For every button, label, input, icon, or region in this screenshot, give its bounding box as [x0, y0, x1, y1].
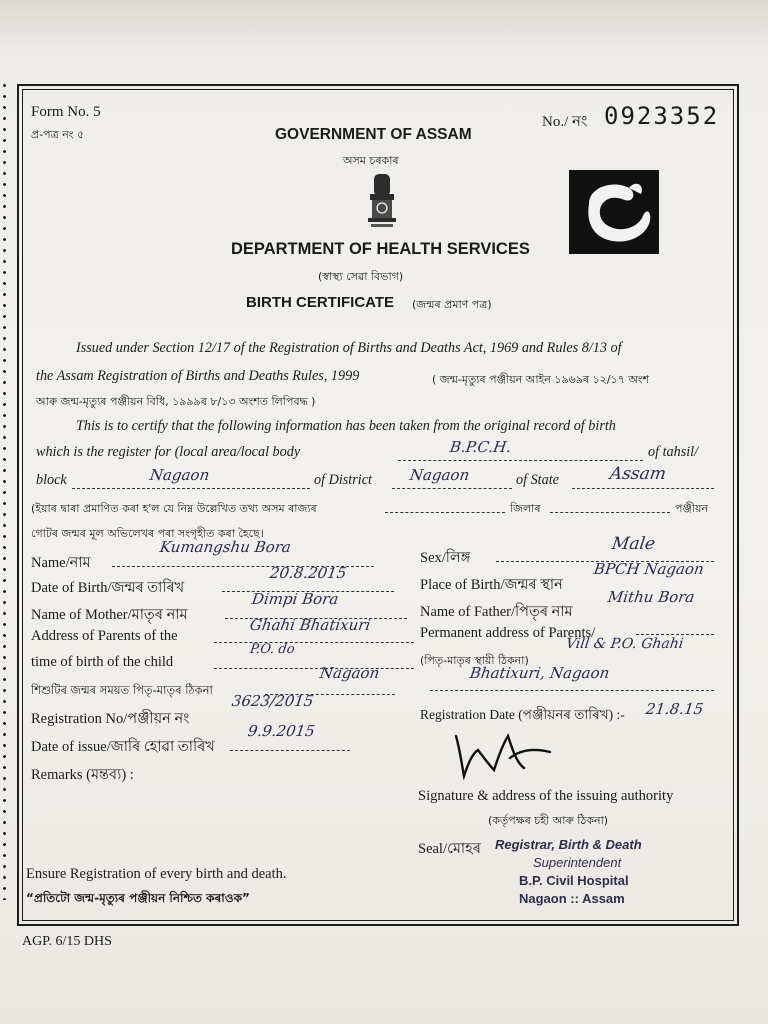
swirl-logo-icon — [569, 170, 659, 254]
certificate-title: BIRTH CERTIFICATE — [246, 294, 395, 311]
permanent-address-2: Bhatixuri, Nagaon — [468, 664, 611, 682]
date-of-birth-label: Date of Birth/জন্মৰ তাৰিখ — [31, 580, 185, 596]
permanent-address-line-2 — [430, 690, 714, 691]
issue-date-label: Date of issue/জাৰি হোৱা তাৰিখ — [31, 739, 215, 755]
district-line — [392, 488, 512, 489]
father-name-label: Name of Father/পিতৃৰ নাম — [420, 604, 573, 620]
permanent-address-1: Vill & P.O. Ghahi — [564, 636, 685, 652]
slogan-bn: “প্ৰতিটো জন্ম-মৃত্যুৰ পঞ্জীয়ন নিশ্চিত কৰাওক” — [26, 891, 250, 905]
signature-label-bn: (কৰ্তৃপক্ষৰ চহী আৰু ঠিকনা) — [488, 814, 609, 827]
block-value: Nagaon — [148, 466, 211, 484]
remarks-label: Remarks (মন্তব্য) : — [31, 767, 134, 783]
health-department-logo — [569, 170, 659, 254]
bengali-certify-line-1: (ইয়াৰ দ্বাৰা প্ৰমাণিত কৰা হ'ল যে নিম্ন উল্লেখিত তথ্য অসম ৰাজ্যৰ — [31, 502, 317, 515]
sex-value: Male — [610, 534, 657, 554]
parents-address-label-2: time of birth of the child — [31, 654, 174, 670]
government-title: GOVERNMENT OF ASSAM — [275, 126, 472, 143]
stamp-line-2: Superintendent — [533, 855, 622, 870]
signature-label: Signature & address of the issuing authority — [418, 788, 674, 804]
state-line — [572, 488, 714, 489]
registration-number-label: Registration No/পঞ্জীয়ন নং — [31, 711, 190, 727]
parents-address-label-bn: শিশুটিৰ জন্মৰ সময়ত পিতৃ-মাতৃৰ ঠিকনা — [31, 683, 213, 697]
perforated-edge — [2, 80, 7, 900]
stamp-line-3: B.P. Civil Hospital — [519, 873, 629, 888]
name-label: Name/নাম — [31, 555, 91, 571]
child-name: Kumangshu Bora — [158, 538, 293, 556]
registrar-stamp — [495, 836, 675, 912]
certificate-number: 0923352 — [604, 102, 720, 130]
place-of-birth: BPCH Nagaon — [592, 560, 706, 578]
government-title-bn: অসম চৰকাৰ — [343, 154, 399, 167]
stamp-line-1: Registrar, Birth & Death — [495, 837, 642, 852]
sex-label: Sex/লিঙ্গ — [420, 550, 471, 566]
bengali-district-line — [385, 512, 505, 513]
registration-date-label: Registration Date (পঞ্জীয়নৰ তাৰিখ) :- — [420, 707, 625, 722]
bengali-registration-label: পঞ্জীয়ন — [675, 502, 709, 515]
parents-address-label-1: Address of Parents of the — [31, 628, 178, 644]
state-label: of State — [516, 472, 559, 488]
authority-signature — [450, 728, 560, 784]
district-value: Nagaon — [408, 466, 471, 484]
stamp-line-4: Nagaon :: Assam — [519, 891, 625, 906]
local-body-line — [398, 460, 643, 461]
mother-name: Dimpi Bora — [250, 590, 340, 608]
registration-number: 3623/2015 — [230, 692, 315, 710]
ashoka-emblem-icon — [365, 172, 399, 230]
preamble-line-2: the Assam Registration of Births and Deaths Rules, 1999 — [36, 368, 360, 384]
parents-address-line-2 — [214, 668, 414, 669]
parents-address-line-1 — [214, 642, 414, 643]
date-of-birth: 20.8.2015 — [268, 564, 348, 582]
form-number-bn: প্ৰ-পত্ৰ নং ৫ — [31, 128, 85, 141]
district-label: of District — [314, 472, 372, 488]
preamble-line-2-bn: ( জন্ম-মৃত্যুৰ পঞ্জীয়ন আইন ১৯৬৯ৰ ১২/১৭ অংশ — [432, 373, 650, 386]
department-title-bn: (স্বাস্থ্য সেৱা বিভাগ) — [318, 270, 404, 283]
mother-name-label: Name of Mother/মাতৃৰ নাম — [31, 607, 188, 623]
form-number: Form No. 5 — [31, 104, 101, 120]
permanent-address-label-bn: (পিতৃ-মাতৃৰ স্থায়ী ঠিকনা) — [420, 654, 529, 667]
certificate-title-bn: (জন্মৰ প্ৰমাণ পত্ৰ) — [412, 298, 492, 311]
issue-date: 9.9.2015 — [246, 722, 317, 740]
permanent-address-label: Permanent address of Parents/ — [420, 625, 596, 641]
certificate-number-label: No./ নং — [542, 114, 588, 130]
state-value: Assam — [608, 464, 668, 484]
parents-address-2: P.O. do — [248, 642, 296, 657]
registration-date: 21.8.15 — [644, 700, 705, 718]
block-line — [72, 488, 310, 489]
place-of-birth-label: Place of Birth/জন্মৰ স্থান — [420, 577, 563, 593]
permanent-address-line-0 — [636, 634, 714, 635]
slogan: Ensure Registration of every birth and death. — [26, 866, 287, 882]
bengali-state-line — [550, 512, 670, 513]
preamble-line-1: Issued under Section 12/17 of the Registration of Births and Deaths Act, 1969 and Rules 8/13 of — [76, 340, 622, 356]
bengali-district-label: জিলাৰ — [510, 502, 541, 515]
local-body-value: B.P.C.H. — [448, 438, 513, 456]
issue-date-line — [230, 750, 350, 751]
seal-label: Seal/মোহৰ — [418, 841, 481, 857]
department-title: DEPARTMENT OF HEALTH SERVICES — [231, 240, 530, 258]
certify-line-2: which is the register for (local area/local body — [36, 444, 301, 460]
certify-line-1: This is to certify that the following information has been taken from the original record of birth — [76, 418, 616, 434]
form-code: AGP. 6/15 DHS — [22, 934, 112, 949]
parents-address-3: Nagaon — [318, 664, 381, 682]
tahsil-label: of tahsil/ — [648, 444, 699, 460]
bengali-certify-line-2: গোটৰ জন্মৰ মূল অভিলেখৰ পৰা সংগৃহীত কৰা হৈছে। — [31, 527, 264, 540]
father-name: Mithu Bora — [606, 588, 696, 606]
block-label: block — [36, 472, 67, 488]
preamble-line-3-bn: আৰু জন্ম-মৃত্যুৰ পঞ্জীয়ন বিধি, ১৯৯৯ৰ ৮/১৩ অংশত লিপিবদ্ধ ) — [36, 395, 316, 408]
parents-address-1: Ghahi Bhatixuri — [248, 616, 372, 634]
